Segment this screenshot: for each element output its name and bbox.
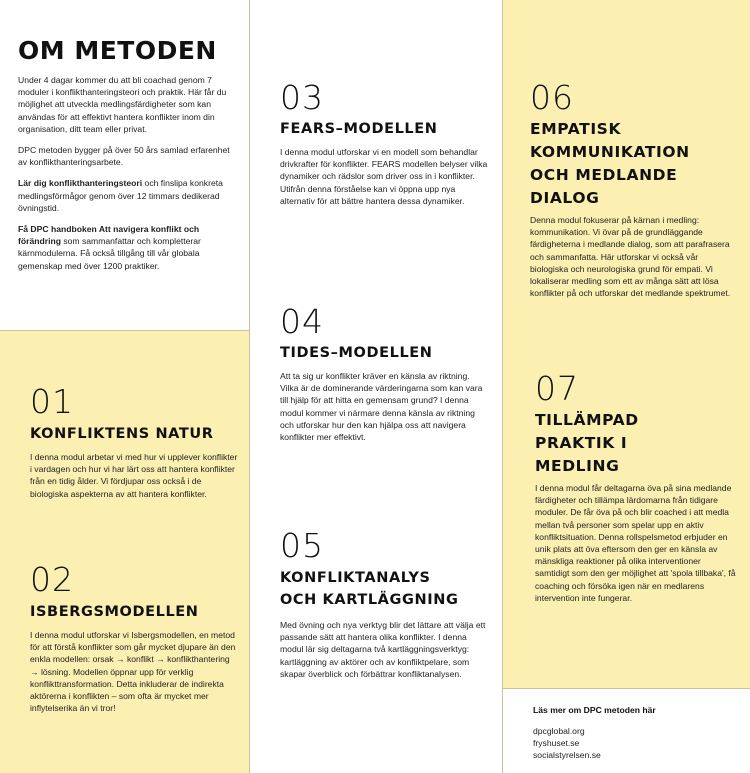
module-04-title: TIDES–MODELLEN [280,345,433,361]
module-05-title-line-1: KONFLIKTANALYS [280,570,431,586]
module-03-number: 03 [280,78,324,117]
intro-paragraph-1: Under 4 dagar kommer du att bli coachad genom 7 moduler i konflikthanteringsteori och praktik. Här får du möjlighet att utveckla medlingsfärdigheter som kan användas för att effektivt hantera konflikter inom din organisation, ditt team eller privat. [18,75,227,134]
module-03-text: I denna modul utforskar vi en modell som behandlar drivkrafter för konflikter. FEARS modellen belyser vilka dynamiker och rädslor som driver oss in i konflikter. Utifrån denna förståelse kan vi öppna upp nya alternativ för att bättre hantera dessa dynamiker. [280,147,488,206]
module-06-number: 06 [530,78,574,117]
intro-paragraph-3 [18,177,230,214]
column-divider-left [249,0,250,773]
intro-paragraph-4 [18,223,230,272]
module-07-title [535,409,639,478]
module-01-number: 01 [30,382,74,421]
module-06-title [530,118,690,210]
column-divider-right [502,0,503,773]
module-06-title-line-3: OCH MEDLANDE [530,166,678,184]
intro-text [18,74,230,281]
module-03-title: FEARS–MODELLEN [280,121,438,137]
module-06-title-line-4: DIALOG [530,189,600,207]
read-more-title: Läs mer om DPC metoden här [533,705,656,715]
module-02-title: ISBERGSMODELLEN [30,604,199,620]
intro-p4-rest: som sammanfattar och kompletterar kärnmodulerna. Få också tillgång till vår globala gemenskap med över 1200 praktiker. [18,236,201,271]
link-fryshuset[interactable]: fryshuset.se [533,738,580,748]
module-01-text: I denna modul arbetar vi med hur vi upplever konflikter i vardagen och hur vi har lärt oss att hantera konflikter från en tidig ålder. Vi fördjupar oss också i de biologiska aspekterna av att hantera konflikter. [30,452,238,499]
module-05-number: 05 [280,526,324,565]
intro-p3-bold: Lär dig konflikthanteringsteori [18,178,143,189]
module-07-title-line-1: TILLÄMPAD [535,411,639,429]
module-07-number: 07 [535,369,579,408]
module-05-text: Med övning och nya verktyg blir det lättare att välja ett passande sätt att hantera olika konflikter. I denna modul lär sig deltagarna två kartläggningsverktyg: kartläggning av aktörer och av konfliktpelare, som skapar överblick och förbättrar konfliktanalysen. [280,620,486,679]
intro-paragraph-2: DPC metoden bygger på över 50 års samlad erfarenhet av konflikthanteringsarbete. [18,145,230,168]
module-06-title-line-1: EMPATISK [530,120,622,138]
module-07-text: I denna modul får deltagarna öva på sina medlande färdigheter och tillämpa lärdomarna från tidigare moduler. De får öva på och blir coached i att medla mellan två personer som spelar upp en aktiv konfliktsituation. Denna rollspelsmetod erbjuder en unik plats att öva eftersom den ger en känsla av mänskliga reaktioner på olika interventioner samtidigt som den ger möjlighet att 'spola tillbaka', få coaching och försöka igen när en medlarens intervention inte fungerar. [535,483,736,603]
module-05-title-line-2: OCH KARTLÄGGNING [280,592,459,608]
page-title: OM METODEN [18,36,217,65]
module-06-title-line-2: KOMMUNIKATION [530,143,690,161]
intro-p4-bold: Få DPC handboken Att navigera konflikt och förändring [18,224,200,247]
more-divider [502,688,750,689]
module-04-text: Att ta sig ur konflikter kräver en känsla av riktning. Vilka är de dominerande värderingarna som kan vara till hjälp för att hitta en gemensam grund? I denna modul kommer vi närmare denna känsla av riktning och utforskar hur den kan hjälpa oss att navigera konflikter mer effektivt. [280,371,483,443]
module-05-title [280,567,458,611]
intro-p3-rest: och finslipa konkreta medlingsförmågor genom över 12 timmars dedikerad övningstid. [18,178,223,213]
module-02-text: I denna modul utforskar vi Isbergsmodellen, en metod för att förstå konflikter som går mycket djupare än den enkla modellen: orsak → konflikt → konflikthantering → lösning. Modellen öppnar upp för verklig konflikttransformation. Detta inkluderar de indirekta aktörerna i konflikten – som ofta är mycket mer inflytelserika än vi tror! [30,630,236,714]
module-02-number: 02 [30,560,74,599]
intro-divider [0,330,249,331]
module-07-title-line-2: PRAKTIK I [535,434,628,452]
module-07-title-line-3: MEDLING [535,457,620,475]
module-06-text: Denna modul fokuserar på kärnan i medling: kommunikation. Vi övar på de grundläggande färdigheterna i medlande dialog, som att parafrasera och sammanfatta. Här utforskar vi också vår biologiska och neurologiska grund för empati. Vi lokaliserar medling som ett av många sätt att lösa konflikter på och utforskar det medlande spektrumet. [530,215,731,299]
link-socialstyrelsen[interactable]: socialstyrelsen.se [533,750,601,760]
link-dpcglobal[interactable]: dpcglobal.org [533,726,585,736]
module-04-number: 04 [280,302,324,341]
module-01-title: KONFLIKTENS NATUR [30,426,214,442]
